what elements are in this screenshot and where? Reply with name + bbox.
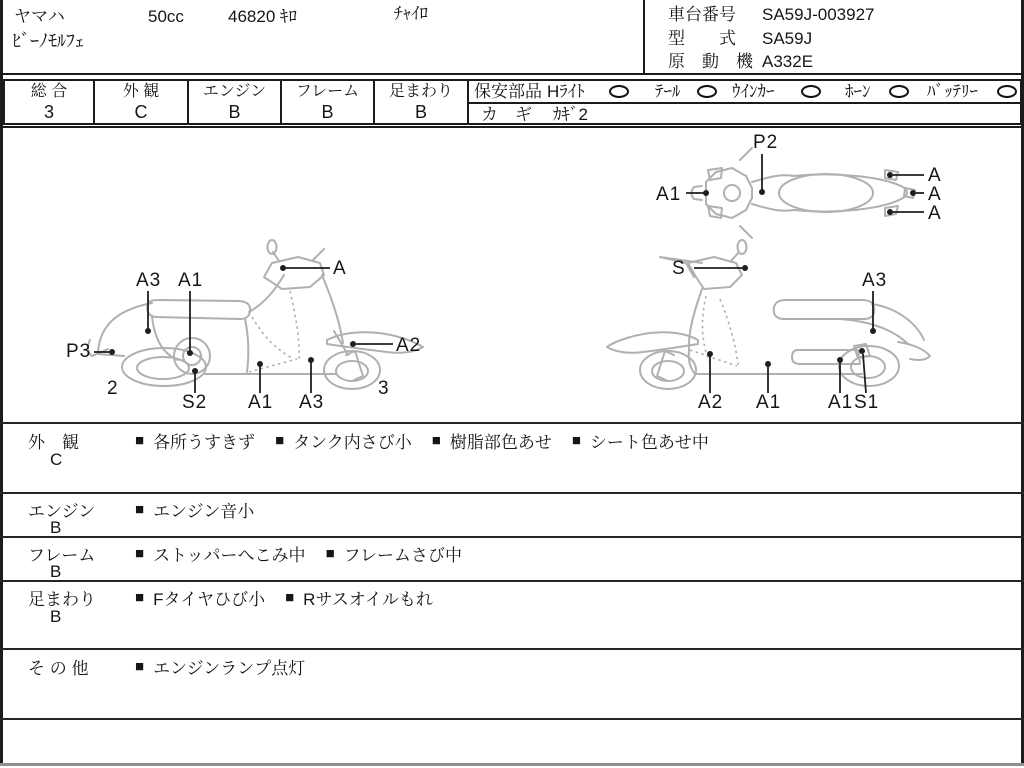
header-bottom-rule <box>0 73 1024 75</box>
diagram-label: A <box>928 165 942 186</box>
note-item <box>432 428 552 453</box>
diagram-label: P3 <box>66 341 92 362</box>
safety-item-tail: ﾃｰﾙ <box>655 82 681 101</box>
checkbox-filled-icon: ■ <box>275 432 285 449</box>
note-item <box>135 497 254 522</box>
diagram-label: A <box>928 184 942 205</box>
winker-ok-circle-icon <box>801 85 821 98</box>
vehicle-condition-diagrams <box>2 128 1022 422</box>
engine-value: A332E <box>762 52 814 71</box>
checkbox-filled-icon: ■ <box>325 545 335 562</box>
diagram-label: A3 <box>136 270 162 291</box>
note-label-engine: エンジン <box>28 502 96 521</box>
diagram-label: 2 <box>107 378 119 399</box>
note-text: シート色あせ中 <box>589 433 709 452</box>
note-item <box>275 428 412 453</box>
note-items-exterior <box>135 428 709 453</box>
diagram-label: A1 <box>828 392 854 413</box>
note-row-divider <box>0 492 1024 494</box>
chassis-label: 車台番号 <box>668 5 736 24</box>
safety-item-headlight: Hﾗｲﾄ <box>547 82 585 101</box>
note-items-other <box>135 654 305 679</box>
chassis-value: SA59J-003927 <box>762 5 875 24</box>
diagram-label: A3 <box>862 270 888 291</box>
grade-label: 総 合 <box>30 83 68 100</box>
safety-item-battery: ﾊﾞｯﾃﾘｰ <box>927 82 978 101</box>
diagram-label: 3 <box>378 378 390 399</box>
diagram-label: P2 <box>753 132 779 153</box>
diagram-label: S1 <box>854 392 880 413</box>
note-item <box>285 585 433 610</box>
grade-label: フレーム <box>295 83 360 100</box>
note-item <box>135 428 255 453</box>
safety-box-divider <box>469 102 1020 104</box>
note-row-divider <box>0 648 1024 650</box>
tail-ok-circle-icon <box>697 85 717 98</box>
mileage: 46820 ｷﾛ <box>228 7 297 26</box>
diagram-label: S <box>672 258 686 279</box>
checkbox-filled-icon: ■ <box>571 432 581 449</box>
safety-item-winker: ｳｲﾝｶｰ <box>732 82 775 101</box>
diagram-label: S2 <box>182 392 208 413</box>
note-items-engine <box>135 497 254 522</box>
grade-value: 3 <box>43 102 54 122</box>
note-grade-engine: B <box>50 518 62 537</box>
model-name: ﾋﾞｰﾉﾓﾙﾌｪ <box>12 31 84 51</box>
checkbox-filled-icon: ■ <box>431 432 441 449</box>
note-text: Fタイヤひび小 <box>153 590 266 609</box>
type-label: 型 式 <box>668 29 736 48</box>
note-row-divider <box>0 536 1024 538</box>
note-text: エンジンランプ点灯 <box>153 659 306 678</box>
diagram-label: A1 <box>756 392 782 413</box>
note-label-undercarriage: 足まわり <box>28 590 96 609</box>
note-grade-undercarriage: B <box>50 607 62 626</box>
safety-title: 保安部品 <box>474 82 542 101</box>
note-items-undercarriage <box>135 585 433 610</box>
checkbox-filled-icon: ■ <box>285 589 295 606</box>
note-text: 樹脂部色あせ <box>449 433 552 452</box>
diagram-label: A <box>928 203 942 224</box>
engine-label: 原 動 機 <box>668 52 753 71</box>
note-label-exterior: 外 観 <box>28 433 79 452</box>
key-value: ｶｷﾞ2 <box>553 105 588 124</box>
diagram-label: A1 <box>248 392 274 413</box>
checkbox-filled-icon: ■ <box>135 545 145 562</box>
grade-value: B <box>321 102 334 122</box>
note-item <box>572 428 709 453</box>
grade-label: 足まわり <box>388 83 453 100</box>
key-label: カ ギ <box>481 105 532 124</box>
checkbox-filled-icon: ■ <box>135 589 145 606</box>
headlight-ok-circle-icon <box>609 85 629 98</box>
grade-label: エンジン <box>202 83 267 100</box>
note-items-frame <box>135 541 462 566</box>
grade-value: C <box>134 102 148 122</box>
note-text: フレームさび中 <box>343 546 462 565</box>
checkbox-filled-icon: ■ <box>135 658 145 675</box>
note-text: Rサスオイルもれ <box>303 590 433 609</box>
checkbox-filled-icon: ■ <box>135 501 145 518</box>
diagram-top-view <box>656 132 942 238</box>
diagram-label: A <box>333 258 347 279</box>
maker-name: ヤマハ <box>14 7 65 26</box>
horn-ok-circle-icon <box>889 85 909 98</box>
grade-label: 外 観 <box>122 83 160 100</box>
note-label-other: そ の 他 <box>28 659 89 678</box>
note-text: 各所うすきず <box>153 433 256 452</box>
grade-box-exterior <box>93 79 189 125</box>
diagram-left-side-view <box>66 240 423 413</box>
grade-value: B <box>228 102 241 122</box>
diagram-label: A1 <box>178 270 204 291</box>
note-item <box>135 585 265 610</box>
note-row-divider <box>0 422 1024 424</box>
diagram-label: A2 <box>698 392 724 413</box>
note-row-divider <box>0 580 1024 582</box>
displacement: 50cc <box>148 7 184 26</box>
diagram-label: A2 <box>396 335 422 356</box>
header-divider <box>643 0 645 75</box>
note-label-frame: フレーム <box>28 546 96 565</box>
grade-value: B <box>414 102 427 122</box>
diagram-right-side-view <box>607 240 930 413</box>
note-grade-exterior: C <box>50 450 63 469</box>
safety-parts-box <box>467 79 1022 125</box>
note-item <box>135 541 306 566</box>
note-row-divider <box>0 718 1024 720</box>
battery-ok-circle-icon <box>997 85 1017 98</box>
note-text: ストッパーへこみ中 <box>153 546 306 565</box>
checkbox-filled-icon: ■ <box>135 432 145 449</box>
note-item <box>326 541 462 566</box>
safety-item-horn: ﾎｰﾝ <box>845 82 871 101</box>
grade-box-undercarriage <box>373 79 469 125</box>
type-value: SA59J <box>762 29 813 48</box>
page-border-bottom <box>0 763 1024 766</box>
body-color: ﾁｬｲﾛ <box>394 4 428 23</box>
diagram-label: A3 <box>299 392 325 413</box>
grade-box-engine <box>187 79 282 125</box>
note-item <box>135 654 305 679</box>
diagram-label: A1 <box>656 184 682 205</box>
note-text: エンジン音小 <box>153 502 255 521</box>
grade-box-frame <box>280 79 375 125</box>
grade-box-overall <box>3 79 95 125</box>
note-grade-frame: B <box>50 562 62 581</box>
note-text: タンク内さび小 <box>293 433 412 452</box>
